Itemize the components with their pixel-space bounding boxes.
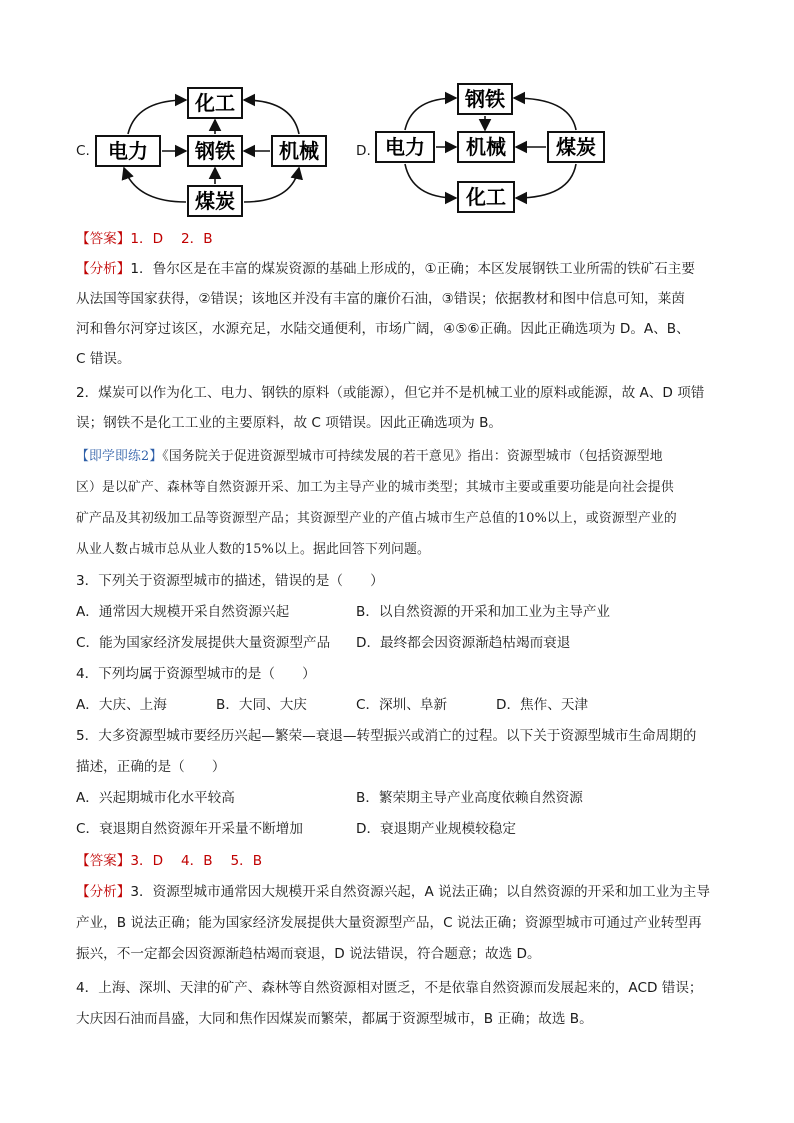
answer-tag: 【答案】 — [76, 853, 131, 869]
question-5-option-a: A．兴起期城市化水平较高 — [76, 790, 235, 806]
arrow-right-top — [244, 100, 299, 134]
analysis-line — [76, 260, 726, 278]
node-bottom: 化工 — [466, 185, 506, 209]
analysis-text: 1．鲁尔区是在丰富的煤炭资源的基础上形成的，①正确；本区发展钢铁工业所需的铁矿石主要 — [130, 261, 695, 277]
diagram-c — [92, 84, 340, 220]
analysis-text: 3．资源型城市通常因大规模开采自然资源兴起，A 说法正确；以自然资源的开采和加工业为主导 — [130, 884, 710, 900]
node-left: 电力 — [108, 139, 148, 163]
analysis-line: 振兴，不一定都会因资源渐趋枯竭而衰退，D 说法错误，符合题意；故选 D。 — [76, 946, 541, 962]
arrow-right-top — [514, 98, 576, 130]
arrow-left-bottom — [405, 164, 456, 198]
node-left: 电力 — [385, 135, 425, 159]
analysis-line: 产业，B 说法正确；能为国家经济发展提供大量资源型产品，C 说法正确；资源型城市可通过产业转型再 — [76, 915, 702, 931]
answer-tag: 【答案】 — [76, 231, 131, 247]
question-4-option-a: A．大庆、上海 — [76, 697, 167, 713]
analysis-line: 大庆因石油而昌盛，大同和焦作因煤炭而繁荣，都属于资源型城市，B 正确；故选 B。 — [76, 1011, 593, 1027]
analysis-line: 从法国等国家获得，②错误；该地区并没有丰富的廉价石油，③错误；依据教材和图中信息可知，莱茵 — [76, 291, 685, 307]
analysis-line: C 错误。 — [76, 351, 131, 367]
node-right: 机械 — [279, 139, 319, 163]
practice-line: 矿产品及其初级加工品等资源型产品；其资源型产业的产值占城市生产总值的10%以上，或资源型产业的 — [76, 511, 677, 526]
question-3-option-b: B．以自然资源的开采和加工业为主导产业 — [356, 604, 611, 620]
question-3-option-d: D．最终都会因资源渐趋枯竭而衰退 — [356, 635, 571, 651]
analysis-line — [76, 883, 726, 901]
question-4-option-b: B．大同、大庆 — [216, 697, 307, 713]
node-center: 钢铁 — [195, 139, 235, 163]
answer-line-2 — [76, 852, 726, 870]
node-right: 煤炭 — [556, 135, 596, 159]
practice-line: 区）是以矿产、森林等自然资源开采、加工为主导产业的城市类型；其城市主要或重要功能是向社会提供 — [76, 480, 674, 495]
question-5-option-c: C．衰退期自然资源年开采量不断增加 — [76, 821, 303, 837]
question-5-stem: 5．大多资源型城市要经历兴起—繁荣—衰退—转型振兴或消亡的过程。以下关于资源型城市生命周期的 — [76, 728, 697, 744]
arrow-left-top — [128, 100, 186, 134]
question-5-option-d: D．衰退期产业规模较稳定 — [356, 821, 516, 837]
question-4-option-c: C．深圳、阜新 — [356, 697, 448, 713]
answer-text: 1．D 2．B — [130, 231, 213, 247]
question-3-option-a: A．通常因大规模开采自然资源兴起 — [76, 604, 290, 620]
question-5-stem: 描述，正确的是（ ） — [76, 759, 226, 775]
analysis-line: 2．煤炭可以作为化工、电力、钢铁的原料（或能源），但它并不是机械工业的原料或能源，故 A、D 项错 — [76, 385, 705, 401]
diagram-d — [372, 80, 612, 216]
question-4-option-d: D．焦作、天津 — [496, 697, 589, 713]
question-3-option-c: C．能为国家经济发展提供大量资源型产品 — [76, 635, 331, 651]
node-center: 机械 — [466, 135, 506, 159]
analysis-tag: 【分析】 — [76, 261, 131, 277]
analysis-tag: 【分析】 — [76, 884, 131, 900]
arrow-bottom-right — [244, 168, 299, 202]
analysis-line: 误；钢铁不是化工工业的主要原料，故 C 项错误。因此正确选项为 B。 — [76, 415, 502, 431]
analysis-line: 4．上海、深圳、天津的矿产、森林等自然资源相对匮乏，不是依靠自然资源而发展起来的，ACD 错误； — [76, 980, 703, 996]
answer-text: 3．D 4．B 5．B — [130, 853, 263, 869]
option-d-label: D. — [356, 143, 371, 159]
node-top: 钢铁 — [465, 87, 505, 111]
node-bottom: 煤炭 — [195, 189, 235, 213]
arrow-bottom-left — [124, 168, 186, 202]
question-3-stem: 3．下列关于资源型城市的描述，错误的是（ ） — [76, 573, 384, 589]
arrow-left-top — [405, 98, 456, 130]
analysis-line: 河和鲁尔河穿过该区，水源充足，水陆交通便利，市场广阔，④⑤⑥正确。因此正确选项为 D。A、B、 — [76, 321, 690, 337]
question-5-option-b: B．繁荣期主导产业高度依赖自然资源 — [356, 790, 583, 806]
question-4-stem: 4．下列均属于资源型城市的是（ ） — [76, 666, 316, 682]
practice-tag: 【即学即练2】 — [76, 449, 163, 464]
answer-line-1 — [76, 230, 726, 248]
option-c-label: C. — [76, 143, 90, 159]
arrow-right-bottom — [516, 164, 576, 198]
practice-line: 从业人数占城市总从业人数的15%以上。据此回答下列问题。 — [76, 542, 430, 557]
node-top: 化工 — [195, 91, 235, 115]
practice-line — [76, 448, 726, 466]
practice-text: 《国务院关于促进资源型城市可持续发展的若干意见》指出：资源型城市（包括资源型地 — [162, 449, 663, 464]
